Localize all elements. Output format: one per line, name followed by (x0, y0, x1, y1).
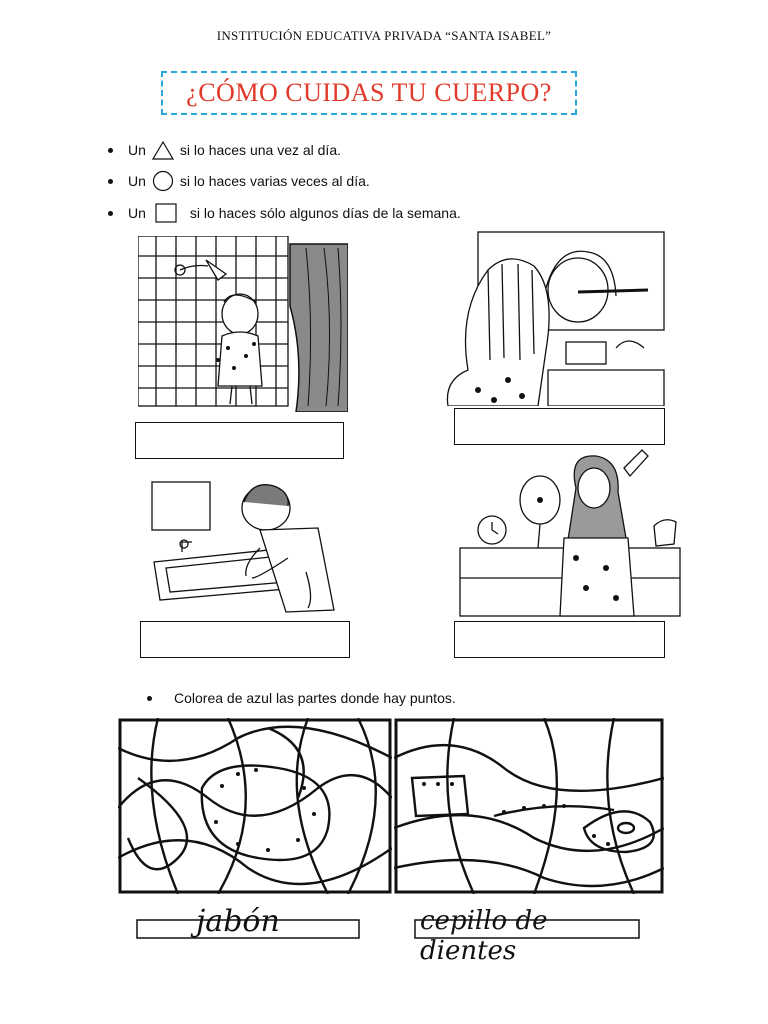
hair-combing-illustration (456, 448, 684, 620)
word-soap: jabón (196, 904, 280, 939)
legend-prefix: Un (128, 205, 146, 221)
bullet-icon (108, 148, 113, 153)
word-line-soap (136, 904, 362, 948)
answer-box[interactable] (454, 408, 665, 445)
bullet-icon (147, 696, 152, 701)
bullet-icon (108, 179, 113, 184)
square-icon (154, 203, 180, 223)
coloring-maze-toothbrush (394, 718, 664, 894)
coloring-instruction (147, 690, 456, 706)
tooth-brushing-illustration (438, 230, 668, 406)
legend-text: si lo haces varias veces al día. (179, 173, 370, 189)
shower-illustration (138, 236, 348, 412)
page-title: ¿CÓMO CUIDAS TU CUERPO? (186, 78, 552, 107)
hand-washing-illustration (148, 478, 348, 618)
instruction-text: Colorea de azul las partes donde hay puntos. (174, 690, 456, 706)
legend-prefix: Un (128, 173, 146, 189)
word-line-toothbrush (414, 904, 642, 966)
answer-box[interactable] (454, 621, 665, 658)
title-box (161, 71, 577, 115)
triangle-icon (152, 140, 174, 160)
legend-text: si lo haces sólo algunos días de la semana. (189, 205, 461, 221)
legend-item-circle (108, 170, 370, 192)
answer-box[interactable] (135, 422, 344, 459)
coloring-maze-soap (118, 718, 392, 894)
answer-box[interactable] (140, 621, 350, 658)
circle-icon (152, 170, 174, 192)
legend-text: si lo haces una vez al día. (179, 142, 342, 158)
legend-prefix: Un (128, 142, 146, 158)
word-toothbrush: cepillo de dientes (420, 906, 548, 966)
legend-item-triangle (108, 140, 341, 160)
school-name: INSTITUCIÓN EDUCATIVA PRIVADA “SANTA ISABEL” (216, 28, 552, 43)
bullet-icon (108, 211, 113, 216)
legend-item-square (108, 203, 461, 223)
